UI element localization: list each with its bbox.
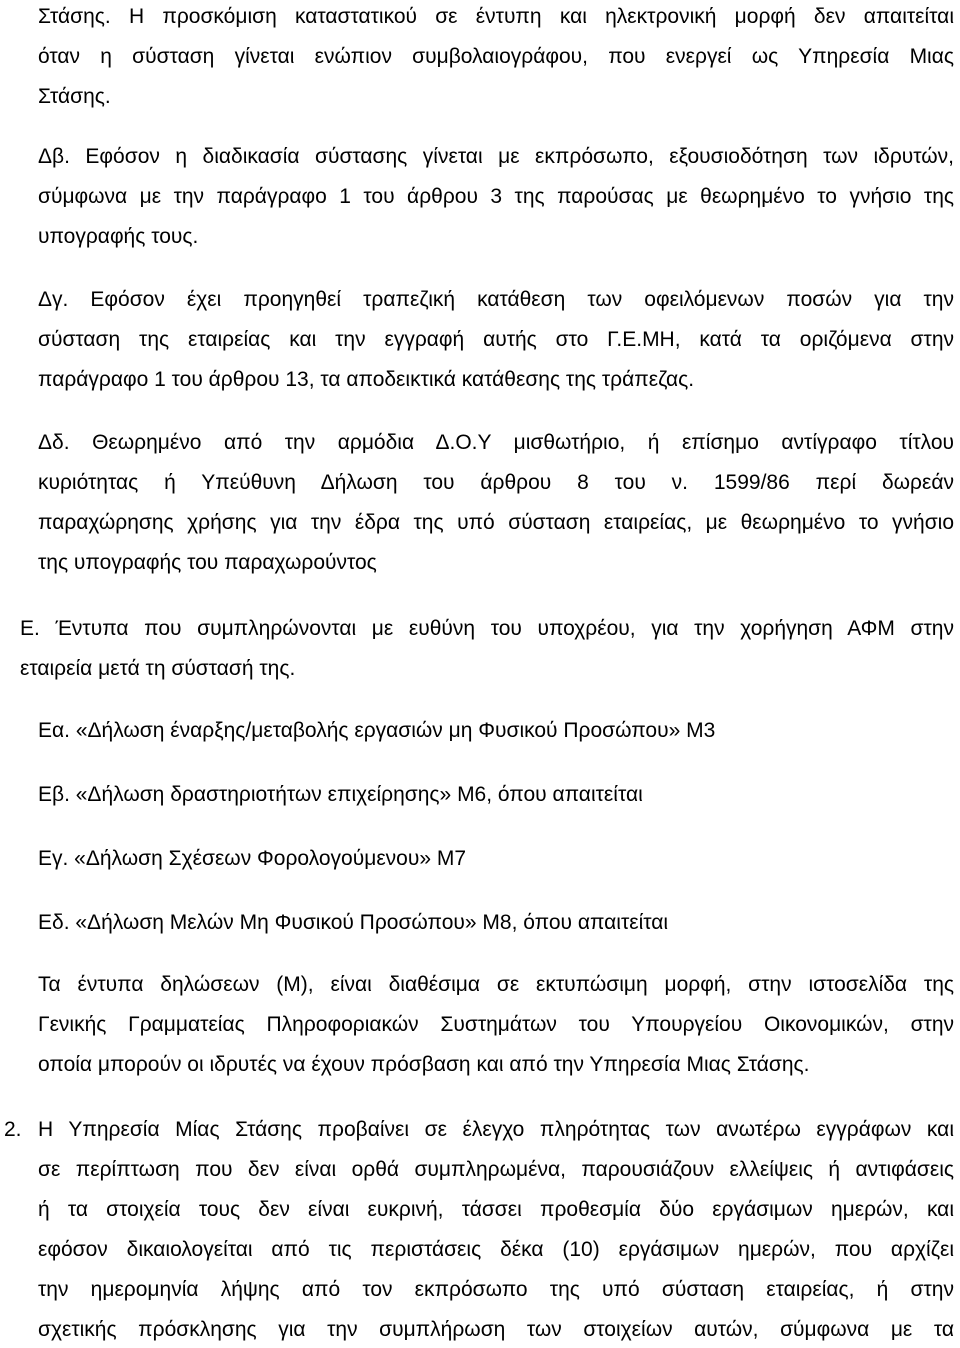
text-line: εταιρεία μετά τη σύστασή της. — [20, 657, 296, 680]
text-line: εφόσον δικαιολογείται από τις περιστάσεις δέκα (10) εργάσιμων ημερών, που αρχίζει — [38, 1238, 954, 1261]
text-line: Η Υπηρεσία Μίας Στάσης προβαίνει σε έλεγχο πληρότητας των ανωτέρω εγγράφων και — [38, 1118, 954, 1141]
text-line: Τα έντυπα δηλώσεων (Μ), είναι διαθέσιμα σε εκτυπώσιμη μορφή, στην ιστοσελίδα της — [38, 973, 954, 996]
text-line: παραχώρησης χρήσης για την έδρα της υπό σύσταση εταιρείας, με θεωρημένο το γνήσιο — [38, 511, 954, 534]
text-line: Στάσης. — [38, 85, 111, 108]
list-item: Εδ. «Δήλωση Μελών Μη Φυσικού Προσώπου» Μ8, όπου απαιτείται — [38, 911, 669, 934]
text-line: υπογραφής τους. — [38, 225, 199, 248]
text-line: σύσταση της εταιρείας και την εγγραφή αυτής στο Γ.Ε.ΜΗ, κατά τα οριζόμενα στην — [38, 328, 954, 351]
list-number: 2. — [4, 1118, 22, 1141]
text-line: κυριότητας ή Υπεύθυνη Δήλωση του άρθρου 8 του ν. 1599/86 περί δωρεάν — [38, 471, 954, 494]
text-line: Στάσης. Η προσκόμιση καταστατικού σε έντυπη και ηλεκτρονική μορφή δεν απαιτείται — [38, 5, 954, 28]
list-item: Εβ. «Δήλωση δραστηριοτήτων επιχείρησης» Μ6, όπου απαιτείται — [38, 783, 643, 806]
text-line: Ε. Έντυπα που συμπληρώνονται με ευθύνη του υποχρέου, για την χορήγηση ΑΦΜ στην — [20, 617, 954, 640]
text-line: Δδ. Θεωρημένο από την αρμόδια Δ.Ο.Υ μισθωτήριο, ή επίσημο αντίγραφο τίτλου — [38, 431, 954, 454]
text-line: ή τα στοιχεία τους δεν είναι ευκρινή, τάσσει προθεσμία δύο εργάσιμων ημερών, και — [38, 1198, 954, 1221]
text-line: Δγ. Εφόσον έχει προηγηθεί τραπεζική κατάθεση των οφειλόμενων ποσών για την — [38, 288, 954, 311]
text-line: σύμφωνα με την παράγραφο 1 του άρθρου 3 της παρούσας με θεωρημένο το γνήσιο της — [38, 185, 954, 208]
text-line: Δβ. Εφόσον η διαδικασία σύστασης γίνεται με εκπρόσωπο, εξουσιοδότηση των ιδρυτών, — [38, 145, 954, 168]
text-line: της υπογραφής του παραχωρούντος — [38, 551, 377, 574]
text-line: Γενικής Γραμματείας Πληροφοριακών Συστημάτων του Υπουργείου Οικονομικών, στην — [38, 1013, 954, 1036]
text-line: σχετικής πρόσκλησης για την συμπλήρωση των στοιχείων αυτών, σύμφωνα με τα — [38, 1318, 954, 1341]
text-line: όταν η σύσταση γίνεται ενώπιον συμβολαιογράφου, που ενεργεί ως Υπηρεσία Μιας — [38, 45, 954, 68]
text-line: την ημερομηνία λήψης από τον εκπρόσωπο της υπό σύσταση εταιρείας, ή στην — [38, 1278, 954, 1301]
list-item: Εα. «Δήλωση έναρξης/μεταβολής εργασιών μη Φυσικού Προσώπου» Μ3 — [38, 719, 716, 742]
text-line: παράγραφο 1 του άρθρου 13, τα αποδεικτικά κατάθεσης της τράπεζας. — [38, 368, 695, 391]
list-item: Εγ. «Δήλωση Σχέσεων Φορολογούμενου» Μ7 — [38, 847, 467, 870]
text-line: σε περίπτωση που δεν είναι ορθά συμπληρωμένα, παρουσιάζουν ελλείψεις ή αντιφάσεις — [38, 1158, 954, 1181]
text-line: οποία μπορούν οι ιδρυτές να έχουν πρόσβαση και από την Υπηρεσία Μιας Στάσης. — [38, 1053, 810, 1076]
